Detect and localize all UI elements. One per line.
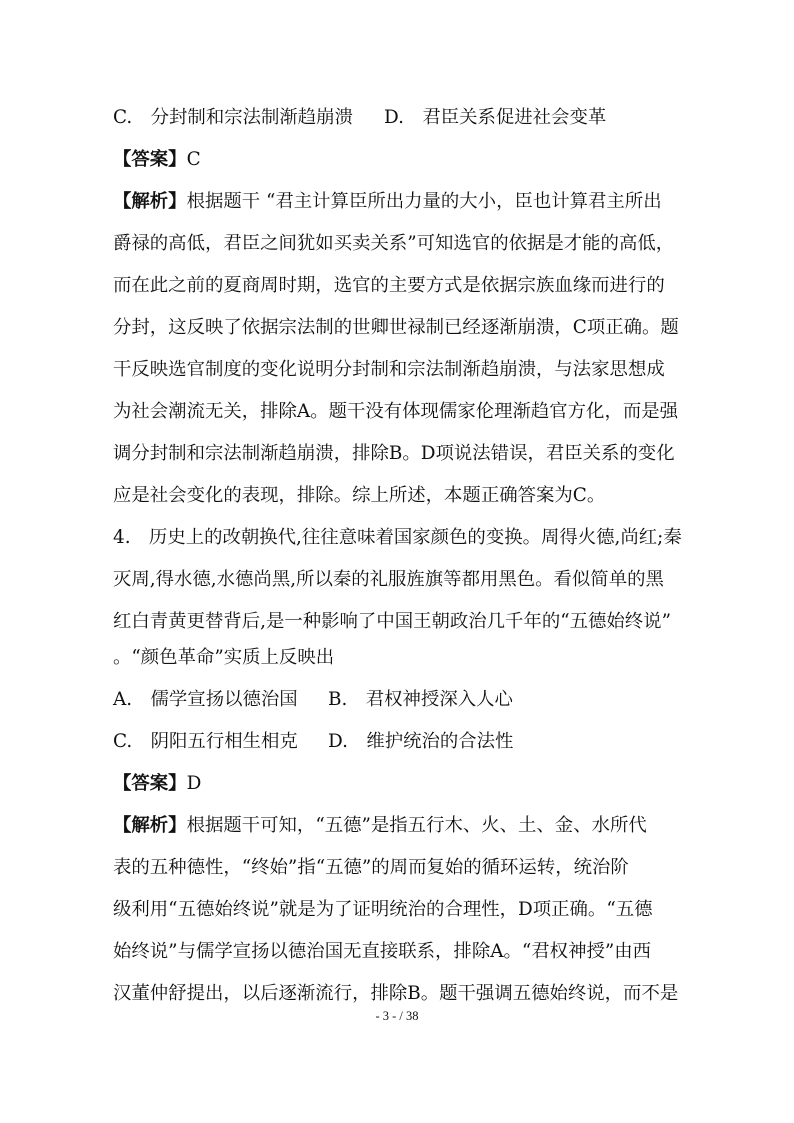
q3-answer-value: C xyxy=(186,149,201,170)
q4-option-b: B. 君权神授深入人心 xyxy=(328,689,513,710)
q4-analysis-line-5: 汉董仲舒提出，以后逐渐流行，排除B。题干强调五德始终说，而不是 xyxy=(113,983,679,1004)
q3-analysis-line-1 xyxy=(113,190,685,214)
q3-analysis-line-5: 干反映选官制度的变化说明分封制和宗法制渐趋崩溃，与法家思想成 xyxy=(113,359,665,380)
q4-analysis-tag: 【解析】 xyxy=(113,815,187,836)
q4-answer-line xyxy=(113,772,685,796)
q4-stem-line-2: 灭周,得水德,水德尚黑,所以秦的礼服旌旗等都用黑色。看似简单的黑 xyxy=(113,569,664,590)
q3-answer-tag: 【答案】 xyxy=(113,149,187,170)
page-number-footer: - 3 - / 38 xyxy=(375,1009,419,1023)
q4-analysis-line-1 xyxy=(113,814,685,838)
q4-answer-tag: 【答案】 xyxy=(113,773,187,794)
q4-option-d: D. 维护统治的合法性 xyxy=(328,731,514,752)
q3-analysis-line-4: 分封，这反映了依据宗法制的世卿世禄制已经逐渐崩溃，C项正确。题 xyxy=(113,317,679,338)
q3-analysis-line-2: 爵禄的高低，君臣之间犹如买卖关系”可知选官的依据是才能的高低， xyxy=(113,233,675,254)
q4-stem-line-4: 。“颜色革命”实质上反映出 xyxy=(113,647,335,668)
q4-analysis-line-2: 表的五种德性，“终始”指“五德”的周而复始的循环运转，统治阶 xyxy=(113,857,629,878)
q3-option-d: D. 君臣关系促进社会变革 xyxy=(384,107,607,128)
q3-analysis-line-7: 调分封制和宗法制渐趋崩溃，排除B。D项说法错误，君臣关系的变化 xyxy=(113,443,675,464)
q4-analysis-text-1: 根据题干可知，“五德”是指五行木、火、土、金、水所代 xyxy=(186,815,647,836)
q4-stem-line-1: 4. 历史上的改朝换代,往往意味着国家颜色的变换。周得火德,尚红;秦 xyxy=(113,527,682,548)
q4-stem-line-3: 红白青黄更替背后,是一种影响了中国王朝政治几千年的“五德始终说” xyxy=(113,611,671,632)
q4-analysis-line-3: 级利用“五德始终说”就是为了证明统治的合理性，D项正确。“五德 xyxy=(113,899,653,920)
q3-analysis-line-8: 应是社会变化的表现，排除。综上所述，本题正确答案为C。 xyxy=(113,485,606,506)
q4-answer-value: D xyxy=(186,773,202,794)
q4-option-a: A. 儒学宣扬以德治国 xyxy=(113,689,298,710)
q3-analysis-line-6: 为社会潮流无关，排除A。题干没有体现儒家伦理渐趋官方化，而是强 xyxy=(113,401,679,422)
q3-option-c: C. 分封制和宗法制渐趋崩溃 xyxy=(113,107,353,128)
q3-analysis-line-3: 而在此之前的夏商周时期，选官的主要方式是依据宗族血缘而进行的 xyxy=(113,275,665,296)
q3-analysis-tag: 【解析】 xyxy=(113,191,187,212)
q3-analysis-text-1: 根据题干 “君主计算臣所出力量的大小，臣也计算君主所出 xyxy=(186,191,662,212)
q3-answer-line xyxy=(113,148,685,172)
q4-option-c: C. 阴阳五行相生相克 xyxy=(113,731,298,752)
q4-analysis-line-4: 始终说”与儒学宣扬以德治国无直接联系，排除A。“君权神授”由西 xyxy=(113,941,652,962)
